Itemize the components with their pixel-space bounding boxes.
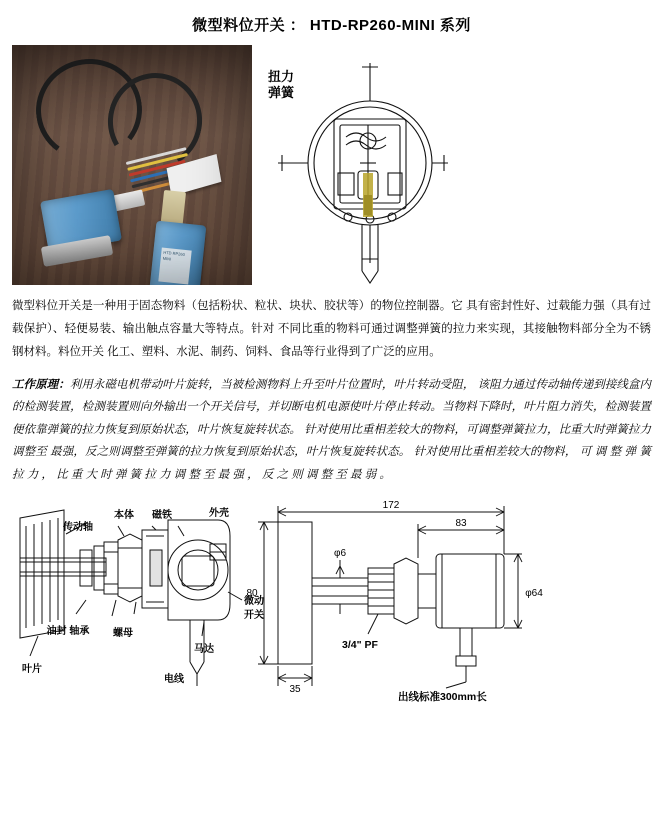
label-motor: 马达: [194, 644, 214, 656]
principle-text: 利用永磁电机带动叶片旋转，当被检测物料上升至叶片位置时，叶片转动受阻， 该阻力通过传动轴传递到接线盒内的检测装置，检测装置则向外输出一个开关信号，并切断电机电源使叶片停止转动。当物料下降时，叶片阻力消失，检测装置便依靠弹簧的拉力恢复到原始状态，叶片恢复旋转状态。 针对使用比重相差较大的物料，可调整弹簧拉力，比重大时弹簧拉力调整至 最强，反之则调整至弹簧的拉力恢复到原始状态，叶片恢复旋转状态。 针对使用比重相差较大的物料， 可 调 整 弹 簧 拉 力 ， 比 重 大 时 弹 簧 拉 力 调 整 至 最 强 ， 反 之 则 调 整 至 最 弱 。: [12, 379, 651, 481]
label-micro-switch-line2: 开关: [244, 610, 264, 622]
dim-blade-width: 35: [289, 684, 301, 696]
label-shell: 外壳: [209, 508, 229, 520]
torsion-spring-label-line2: 弹簧: [268, 85, 295, 101]
technical-drawings: [0, 496, 663, 706]
dim-total-length: 172: [382, 500, 400, 512]
label-nut: 螺母: [113, 628, 133, 640]
top-figures-row: [0, 45, 663, 285]
label-body: 本体: [114, 510, 134, 522]
dim-head-length: 83: [455, 518, 467, 530]
page-title: 微型料位开关 ： HTD-RP260-MINI 系列: [192, 17, 471, 34]
technical-drawings-svg: [6, 496, 657, 706]
dim-blade-height: 80: [246, 588, 258, 600]
description-section: [0, 285, 663, 364]
dim-thread: 3/4" PF: [342, 639, 378, 652]
dim-shaft-diameter: φ6: [333, 548, 347, 560]
torsion-spring-label-line1: 扭力: [268, 69, 295, 84]
label-magnet: 磁铁: [152, 510, 172, 522]
photo-product-badge: HTD RP260 MINI: [158, 248, 191, 285]
torsion-spring-label: [268, 69, 294, 102]
label-cable: 电线: [164, 674, 184, 686]
principle-paragraph: [12, 374, 651, 486]
principle-section: [0, 370, 663, 486]
label-micro-switch-line1: 微动: [244, 596, 264, 608]
product-photo: [12, 45, 252, 285]
label-blade: 叶片: [22, 664, 42, 676]
torsion-spring-diagram: [262, 45, 452, 285]
label-transmission-shaft: 传动轴: [63, 522, 93, 534]
description-paragraph: 微型料位开关是一种用于固态物料（包括粉状、粒状、块状、胶状等）的物位控制器。它 具有密封性好、过载能力强（具有过载保护）、轻便易装、输出触点容量大等特点。针对 不同比重的物料可通过调整弹簧的拉力来实现，其接触物料部分全为不锈钢材料。料位开关 化工、塑料、水泥、制药、饲料、食品等行业得到了广泛的应用。: [12, 300, 651, 358]
principle-lead: 工作原理：: [12, 379, 70, 391]
dim-note: 出线标准300mm长: [398, 691, 487, 704]
dim-housing-diameter: φ64: [525, 588, 543, 600]
label-oil-seal-bearing: 油封 轴承: [46, 626, 90, 638]
